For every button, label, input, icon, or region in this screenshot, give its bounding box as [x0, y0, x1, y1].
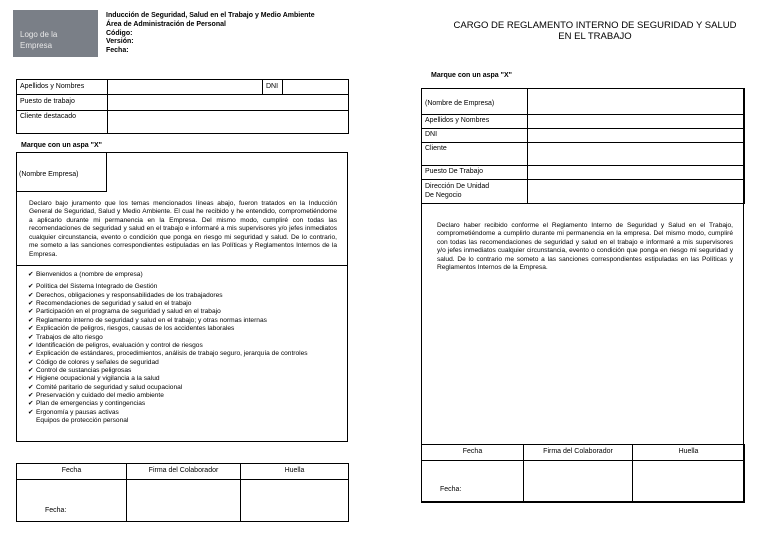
- check-icon: ✔: [28, 316, 34, 324]
- empresa-cell[interactable]: [16, 152, 107, 192]
- fecha-field-label: Fecha:: [45, 506, 67, 514]
- right-direccion-field[interactable]: [528, 180, 745, 204]
- right-fecha-field-label: Fecha:: [440, 485, 462, 493]
- logo-line1: Logo de la: [20, 30, 58, 39]
- right-apellidos-label: Apellidos y Nombres: [422, 115, 528, 129]
- document-header: [106, 12, 315, 56]
- check-icon: ✔: [28, 283, 34, 291]
- right-marque-instruction: Marque con un aspa "X": [431, 72, 512, 79]
- right-title: [430, 20, 760, 43]
- declaration-text: Declaro bajo juramento que los temas mencionados líneas abajo, fueron tratados en la Inducción General de Seguridad, Salud y Medio Ambiente. El cual he recibido y he entendido, comprometiéndome a aplicarlo durante mi permanencia en la Empresa. Del mismo modo, cumpliré con todas las recomendaciones de seguridad y salud en el trabajo e informaré a mis supervisores y/o jefes inmediatos cualquier circunstancia, evento o condición que ponga en riesgo mi seguridad y salud. De lo contrario, me someto a las sanciones correspondientes estipuladas en las Políticas y Reglamentos Internos de la Empresa.: [29, 200, 337, 258]
- check-icon: ✔: [28, 271, 34, 278]
- dni-label: DNI: [263, 80, 283, 95]
- fecha-field[interactable]: [17, 480, 127, 522]
- header-date: Fecha:: [106, 47, 129, 54]
- header-area: Área de Administración de Personal: [106, 20, 226, 28]
- header-title: Inducción de Seguridad, Salud en el Trabajo y Medio Ambiente: [106, 12, 315, 19]
- list-item: ✔ Control de sustancias peligrosas: [28, 366, 132, 374]
- employee-info-table: [16, 79, 349, 134]
- list-item: ✔ Ergonomía y pausas activas: [28, 408, 119, 416]
- list-item: ✔ Recomendaciones de seguridad y salud en el trabajo: [28, 300, 192, 308]
- right-huella-header: Huella: [633, 445, 745, 461]
- list-item: ✔ Bienvenidos a (nombre de empresa): [28, 271, 143, 278]
- list-item: ✔ Código de colores y señales de seguridad: [28, 358, 159, 366]
- check-icon: ✔: [28, 333, 34, 341]
- right-dni-label: DNI: [422, 129, 528, 143]
- fecha-header: Fecha: [17, 464, 127, 480]
- right-title-line1: CARGO DE REGLAMENTO INTERNO DE SEGURIDAD Y SALUD: [453, 20, 737, 31]
- right-firma-header: Firma del Colaborador: [524, 445, 633, 461]
- check-icon: ✔: [28, 366, 34, 374]
- right-declaration-text: Declaro haber recibido conforme el Reglamento Interno de Seguridad y Salud en el Trabajo, comprometiéndome a cumplirlo durante mi permanencia en la empresa. Del mismo modo, cumpliré con todas las recomendaciones de seguridad y salud en el trabajo e informaré a mis supervisores y/o jefes inmediatos cualquier circunstancia, evento o condición que ponga en riesgo mi seguridad y salud. De lo contrario me someto a las sanciones correspondientes estipuladas en las Políticas y Reglamentos Internos de la Empresa.: [437, 222, 733, 272]
- list-item: ✔ Comité paritario de seguridad y salud ocupacional: [28, 383, 183, 391]
- huella-header: Huella: [241, 464, 349, 480]
- right-title-line2: EN EL TRABAJO: [558, 31, 632, 43]
- right-puesto-field[interactable]: [528, 166, 745, 180]
- check-icon: ✔: [28, 392, 34, 400]
- empresa-label: (Nombre Empresa): [19, 171, 79, 178]
- left-signature-table: [16, 463, 349, 522]
- header-version: Versión:: [106, 38, 134, 46]
- list-item: ✔ Trabajos de alto riesgo: [28, 333, 103, 341]
- list-item: ✔ Participación en el programa de seguridad y salud en el trabajo: [28, 308, 221, 316]
- check-icon: ✔: [28, 325, 34, 333]
- list-item: ✔ Identificación de peligros, evaluación y control de riesgos: [28, 341, 203, 349]
- apellidos-label: Apellidos y Nombres: [17, 80, 108, 95]
- header-code: Código:: [106, 29, 133, 37]
- huella-field[interactable]: [241, 480, 349, 522]
- right-huella-field[interactable]: [633, 461, 745, 503]
- list-item: ✔ Plan de emergencias y contingencias: [28, 400, 146, 408]
- right-cliente-label: Cliente: [422, 143, 528, 166]
- list-item: ✔ Reglamento interno de seguridad y salud en el trabajo; y otras normas internas: [28, 316, 267, 324]
- right-cliente-field[interactable]: [528, 143, 745, 166]
- right-fecha-header: Fecha: [422, 445, 524, 461]
- check-icon: ✔: [28, 300, 34, 308]
- apellidos-field[interactable]: [108, 80, 263, 95]
- right-dni-field[interactable]: [528, 129, 745, 143]
- list-item: ✔ Explicación de estándares, procedimientos, análisis de trabajo seguro, jerarquía de controles: [28, 350, 308, 358]
- right-direccion-label: Dirección De Unidad De Negocio: [422, 180, 528, 204]
- cliente-field[interactable]: [108, 111, 349, 134]
- right-firma-field[interactable]: [524, 461, 633, 503]
- list-item: ✔ Política del Sistema Integrado de Gestión: [28, 283, 158, 291]
- list-item: Equipos de protección personal: [36, 417, 129, 425]
- check-icon: ✔: [28, 308, 34, 316]
- firma-header: Firma del Colaborador: [127, 464, 241, 480]
- list-item: ✔ Derechos, obligaciones y responsabilidades de los trabajadores: [28, 291, 223, 299]
- check-icon: ✔: [28, 400, 34, 408]
- company-logo: [13, 10, 98, 57]
- check-icon: ✔: [28, 408, 34, 416]
- list-item: ✔ Explicación de peligros, riesgos, causas de los accidentes laborales: [28, 325, 235, 333]
- logo-line2: Empresa: [20, 40, 53, 50]
- dni-field[interactable]: [283, 80, 349, 95]
- check-icon: ✔: [28, 291, 34, 299]
- section-divider: [16, 265, 348, 266]
- topics-list: [28, 271, 308, 425]
- list-item: ✔ Preservación y cuidado del medio ambiente: [28, 392, 164, 400]
- right-apellidos-field[interactable]: [528, 115, 745, 129]
- right-empresa-field[interactable]: [528, 89, 745, 115]
- puesto-label: Puesto de trabajo: [17, 95, 108, 111]
- check-icon: ✔: [28, 350, 34, 358]
- check-icon: ✔: [28, 383, 34, 391]
- right-puesto-label: Puesto De Trabajo: [422, 166, 528, 180]
- list-item: ✔ Higiene ocupacional y vigilancia a la salud: [28, 375, 160, 383]
- marque-instruction: Marque con un aspa "X": [21, 142, 102, 149]
- right-fecha-field[interactable]: [422, 461, 524, 503]
- firma-field[interactable]: [127, 480, 241, 522]
- right-signature-table: [421, 444, 745, 503]
- cliente-label: Cliente destacado: [17, 111, 108, 134]
- puesto-field[interactable]: [108, 95, 349, 111]
- right-info-table: [421, 88, 745, 204]
- check-icon: ✔: [28, 375, 34, 383]
- check-icon: ✔: [28, 341, 34, 349]
- check-icon: ✔: [28, 358, 34, 366]
- right-empresa-label: (Nombre de Empresa): [422, 89, 528, 115]
